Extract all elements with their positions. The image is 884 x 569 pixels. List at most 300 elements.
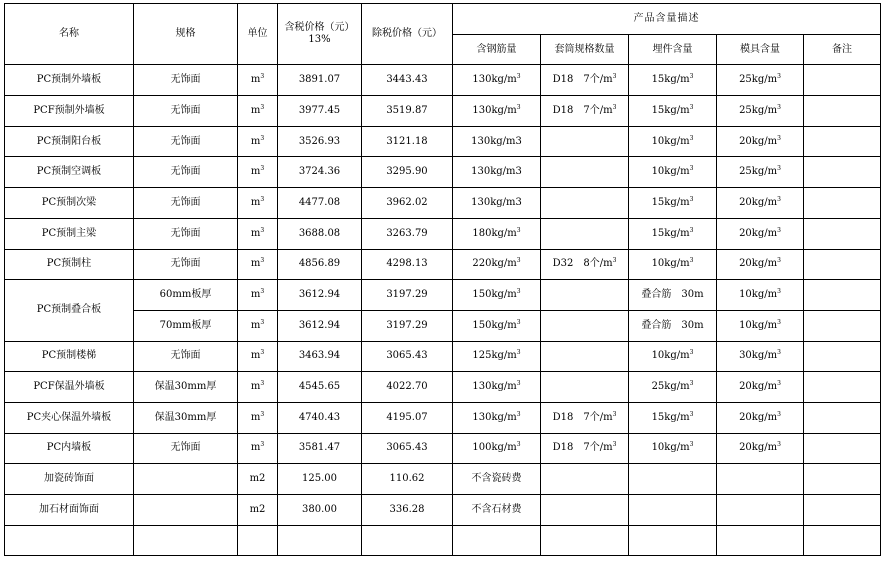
cell-embed-text: 25kg/m	[651, 381, 690, 393]
cell-steel-text: 100kg/m	[472, 442, 517, 454]
cell-embed	[629, 96, 717, 127]
cell-spec	[134, 126, 238, 157]
cell-remark	[804, 402, 881, 433]
cell-price-notax-text: 3121.18	[386, 135, 428, 147]
cell-embed-superscript: 3	[689, 195, 694, 203]
cell-mold-text: 25kg/m	[739, 104, 778, 116]
cell-unit-text: m	[250, 227, 261, 239]
cell-steel-text: 130kg/m3	[471, 196, 522, 208]
price-table	[4, 3, 881, 556]
cell-unit	[238, 341, 278, 372]
cell-mold-superscript: 3	[777, 410, 781, 418]
table-row	[5, 157, 881, 188]
cell-steel-text: 不含瓷砖费	[471, 473, 522, 485]
cell-steel	[453, 495, 541, 526]
cell-spec	[134, 249, 238, 280]
cell-empty	[134, 525, 238, 556]
cell-sleeve	[541, 464, 629, 495]
cell-mold	[717, 372, 804, 403]
cell-price-notax-text: 4298.13	[386, 258, 428, 270]
cell-unit-text: m	[250, 442, 261, 454]
cell-steel-text: 220kg/m	[472, 258, 517, 270]
header-row-1	[5, 4, 881, 35]
cell-price-notax	[362, 464, 453, 495]
cell-unit	[238, 372, 278, 403]
cell-name	[5, 433, 134, 464]
table-row	[5, 65, 881, 96]
cell-name	[5, 372, 134, 403]
cell-sleeve-size: D18	[552, 442, 574, 454]
table-row	[5, 402, 881, 433]
cell-price-tax-text: 4740.43	[298, 411, 341, 423]
cell-price-notax-text: 4195.07	[386, 411, 428, 423]
table-row	[5, 372, 881, 403]
cell-unit-text: m2	[249, 473, 266, 485]
cell-empty	[453, 525, 541, 556]
cell-steel	[453, 402, 541, 433]
cell-remark	[804, 495, 881, 526]
cell-empty	[5, 525, 134, 556]
cell-sleeve	[541, 402, 629, 433]
cell-unit	[238, 65, 278, 96]
cell-embed-text: 叠合筋 30m	[641, 319, 704, 331]
cell-spec	[134, 218, 238, 249]
header-name: 名称	[5, 4, 134, 65]
cell-price-notax	[362, 495, 453, 526]
cell-steel-superscript: 3	[516, 73, 521, 81]
cell-mold-text: 20kg/m	[739, 442, 778, 454]
cell-remark	[804, 280, 881, 311]
cell-embed	[629, 372, 717, 403]
cell-remark	[804, 310, 881, 341]
cell-sleeve	[541, 96, 629, 127]
cell-price-notax	[362, 96, 453, 127]
cell-price-notax-text: 3197.29	[386, 319, 428, 331]
cell-spec	[134, 157, 238, 188]
cell-unit-text: m	[250, 74, 261, 86]
cell-price-notax-text: 3962.02	[386, 196, 428, 208]
cell-sleeve	[541, 218, 629, 249]
cell-mold-text: 20kg/m	[739, 196, 778, 208]
cell-embed	[629, 402, 717, 433]
cell-price-tax	[278, 218, 362, 249]
cell-mold-text: 20kg/m	[739, 135, 778, 147]
cell-name-text: PC预制空调板	[36, 166, 102, 178]
cell-price-notax-text: 3197.29	[386, 289, 428, 301]
cell-unit-superscript: 3	[260, 195, 265, 203]
cell-mold-superscript: 3	[777, 441, 781, 449]
cell-sleeve-size: D18	[552, 74, 574, 86]
cell-sleeve-qty: 8个/m	[583, 258, 613, 270]
cell-mold-text: 20kg/m	[739, 227, 778, 239]
cell-price-notax	[362, 402, 453, 433]
cell-name	[5, 157, 134, 188]
cell-mold-text: 30kg/m	[739, 350, 778, 362]
cell-price-tax-text: 3612.94	[298, 289, 341, 301]
cell-unit-text: m	[250, 411, 261, 423]
cell-remark	[804, 249, 881, 280]
cell-embed-superscript: 3	[689, 103, 694, 111]
cell-steel-superscript: 3	[516, 380, 521, 388]
cell-mold-text: 10kg/m	[739, 319, 778, 331]
cell-steel-superscript: 3	[516, 410, 521, 418]
cell-embed	[629, 65, 717, 96]
cell-name-text: PCF预制外墙板	[33, 104, 105, 116]
cell-price-tax	[278, 96, 362, 127]
cell-steel	[453, 96, 541, 127]
cell-price-notax-text: 3443.43	[386, 74, 428, 86]
cell-name	[5, 218, 134, 249]
cell-price-notax	[362, 433, 453, 464]
cell-sleeve	[541, 188, 629, 219]
cell-mold-superscript: 3	[777, 165, 781, 173]
cell-spec	[134, 402, 238, 433]
cell-steel-superscript: 3	[516, 103, 521, 111]
cell-unit	[238, 218, 278, 249]
cell-sleeve-superscript: 3	[612, 257, 617, 265]
cell-empty	[717, 525, 804, 556]
cell-mold	[717, 126, 804, 157]
cell-unit-text: m	[250, 350, 261, 362]
cell-embed-text: 10kg/m	[651, 350, 690, 362]
cell-name	[5, 464, 134, 495]
cell-price-notax	[362, 280, 453, 311]
cell-price-tax-text: 4856.89	[298, 258, 341, 270]
header-mold: 模具含量	[717, 34, 804, 65]
cell-price-notax	[362, 157, 453, 188]
cell-steel-text: 130kg/m	[472, 74, 517, 86]
cell-unit-superscript: 3	[260, 441, 265, 449]
cell-mold	[717, 280, 804, 311]
cell-remark	[804, 65, 881, 96]
cell-unit-superscript: 3	[260, 165, 265, 173]
cell-price-tax	[278, 249, 362, 280]
cell-steel-superscript: 3	[516, 226, 521, 234]
cell-unit	[238, 402, 278, 433]
cell-mold	[717, 341, 804, 372]
cell-embed	[629, 126, 717, 157]
cell-price-tax-text: 3724.36	[298, 166, 341, 178]
cell-embed-superscript: 3	[689, 165, 694, 173]
cell-spec-text: 70mm板厚	[159, 319, 212, 331]
cell-embed-text: 10kg/m	[651, 258, 690, 270]
cell-price-tax-text: 3612.94	[298, 319, 341, 331]
cell-price-notax	[362, 188, 453, 219]
header-unit: 单位	[238, 4, 278, 65]
cell-steel-superscript: 3	[516, 288, 521, 296]
cell-sleeve-size: D18	[552, 411, 574, 423]
cell-sleeve	[541, 341, 629, 372]
cell-empty	[362, 525, 453, 556]
cell-spec-text: 无饰面	[170, 350, 201, 362]
cell-spec	[134, 372, 238, 403]
cell-steel-text: 不含石材费	[471, 503, 522, 515]
cell-embed	[629, 188, 717, 219]
cell-embed-text: 10kg/m	[651, 166, 690, 178]
cell-price-notax	[362, 218, 453, 249]
cell-remark	[804, 218, 881, 249]
cell-unit-superscript: 3	[260, 288, 265, 296]
cell-sleeve	[541, 280, 629, 311]
cell-unit	[238, 157, 278, 188]
header-desc-title: 产品含量描述	[453, 4, 881, 35]
cell-sleeve	[541, 157, 629, 188]
cell-steel	[453, 341, 541, 372]
header-remark: 备注	[804, 34, 881, 65]
cell-mold-superscript: 3	[777, 380, 781, 388]
cell-mold	[717, 157, 804, 188]
cell-mold-text: 20kg/m	[739, 411, 778, 423]
cell-spec	[134, 341, 238, 372]
cell-price-tax-text: 3581.47	[298, 442, 341, 454]
header-steel: 含钢筋量	[453, 34, 541, 65]
cell-remark	[804, 372, 881, 403]
cell-spec	[134, 188, 238, 219]
cell-embed-text: 10kg/m	[651, 442, 690, 454]
cell-price-notax	[362, 341, 453, 372]
cell-spec-text: 无饰面	[170, 74, 201, 86]
table-row	[5, 495, 881, 526]
cell-spec-text: 无饰面	[170, 258, 201, 270]
table-row	[5, 310, 881, 341]
cell-embed-superscript: 3	[689, 73, 694, 81]
cell-sleeve	[541, 249, 629, 280]
cell-unit-text: m	[250, 135, 261, 147]
cell-name	[5, 249, 134, 280]
table-row	[5, 188, 881, 219]
cell-mold-text: 10kg/m	[739, 289, 778, 301]
cell-embed-text: 叠合筋 30m	[641, 289, 704, 301]
cell-name-text: 加石材面饰面	[39, 503, 99, 515]
cell-embed-superscript: 3	[689, 410, 694, 418]
header-spec: 规格	[134, 4, 238, 65]
cell-spec	[134, 65, 238, 96]
cell-sleeve	[541, 126, 629, 157]
cell-price-notax	[362, 372, 453, 403]
cell-price-notax-text: 3065.43	[386, 442, 428, 454]
cell-unit-superscript: 3	[260, 257, 265, 265]
cell-price-tax	[278, 310, 362, 341]
cell-mold-text: 25kg/m	[739, 74, 778, 86]
cell-steel-superscript: 3	[516, 441, 521, 449]
cell-name	[5, 341, 134, 372]
cell-embed	[629, 310, 717, 341]
cell-steel-text: 150kg/m	[472, 319, 517, 331]
cell-sleeve-size: D18	[552, 104, 574, 116]
cell-sleeve-qty: 7个/m	[583, 74, 613, 86]
cell-unit	[238, 280, 278, 311]
cell-sleeve-size: D32	[552, 258, 574, 270]
cell-steel-text: 125kg/m	[472, 350, 517, 362]
cell-mold	[717, 65, 804, 96]
cell-empty	[629, 525, 717, 556]
header-sleeve: 套筒规格数量	[541, 34, 629, 65]
cell-mold-superscript: 3	[777, 318, 781, 326]
header-price-tax-line2: 13%	[308, 34, 331, 46]
cell-mold	[717, 188, 804, 219]
cell-price-notax-text: 3065.43	[386, 350, 428, 362]
cell-name-text: PC预制阳台板	[36, 135, 102, 147]
cell-sleeve	[541, 65, 629, 96]
cell-embed	[629, 341, 717, 372]
cell-mold	[717, 96, 804, 127]
cell-embed-superscript: 3	[689, 441, 694, 449]
cell-spec-text: 无饰面	[170, 135, 201, 147]
cell-embed-text: 10kg/m	[651, 135, 690, 147]
cell-embed	[629, 218, 717, 249]
cell-mold	[717, 495, 804, 526]
cell-name-text: PC预制柱	[46, 258, 92, 270]
cell-mold-text: 20kg/m	[739, 258, 778, 270]
cell-remark	[804, 433, 881, 464]
cell-unit-text: m	[250, 166, 261, 178]
cell-steel-text: 130kg/m3	[471, 166, 522, 178]
header-price-notax: 除税价格（元）	[362, 4, 453, 65]
cell-mold-text: 25kg/m	[739, 166, 778, 178]
cell-spec	[134, 495, 238, 526]
cell-embed	[629, 157, 717, 188]
cell-spec-text: 无饰面	[170, 166, 201, 178]
cell-price-tax-text: 125.00	[302, 473, 337, 485]
cell-sleeve-superscript: 3	[612, 73, 617, 81]
cell-mold-superscript: 3	[777, 73, 781, 81]
cell-embed-text: 15kg/m	[651, 227, 690, 239]
cell-sleeve	[541, 495, 629, 526]
cell-steel	[453, 218, 541, 249]
cell-sleeve-qty: 7个/m	[583, 411, 613, 423]
cell-embed-text: 15kg/m	[651, 104, 690, 116]
cell-price-tax	[278, 402, 362, 433]
cell-empty	[804, 525, 881, 556]
cell-empty	[278, 525, 362, 556]
cell-unit	[238, 464, 278, 495]
cell-name	[5, 126, 134, 157]
header-embed: 埋件含量	[629, 34, 717, 65]
cell-mold-superscript: 3	[777, 195, 781, 203]
cell-spec	[134, 464, 238, 495]
cell-price-notax-text: 3295.90	[386, 166, 428, 178]
cell-spec-text: 保温30mm厚	[154, 381, 217, 393]
cell-unit-text: m	[250, 381, 261, 393]
cell-name	[5, 280, 134, 341]
cell-price-notax-text: 4022.70	[386, 381, 428, 393]
cell-price-notax	[362, 310, 453, 341]
cell-steel-superscript: 3	[516, 257, 521, 265]
cell-name-text: PC预制叠合板	[36, 304, 102, 316]
cell-spec-text: 60mm板厚	[159, 289, 212, 301]
cell-steel	[453, 464, 541, 495]
cell-steel-text: 130kg/m	[472, 104, 517, 116]
cell-mold-superscript: 3	[777, 257, 781, 265]
cell-steel	[453, 280, 541, 311]
cell-unit-superscript: 3	[260, 380, 265, 388]
table-row	[5, 249, 881, 280]
cell-steel-text: 130kg/m	[472, 411, 517, 423]
cell-embed	[629, 464, 717, 495]
cell-price-tax-text: 3526.93	[298, 135, 341, 147]
cell-price-tax	[278, 65, 362, 96]
cell-unit	[238, 495, 278, 526]
cell-unit	[238, 310, 278, 341]
cell-price-notax-text: 336.28	[389, 503, 425, 515]
cell-name	[5, 65, 134, 96]
cell-mold	[717, 249, 804, 280]
cell-unit-superscript: 3	[260, 103, 265, 111]
cell-sleeve	[541, 310, 629, 341]
cell-mold-superscript: 3	[777, 288, 781, 296]
cell-mold-superscript: 3	[777, 226, 781, 234]
cell-unit-text: m	[250, 289, 261, 301]
cell-price-tax	[278, 433, 362, 464]
cell-steel-text: 150kg/m	[472, 289, 517, 301]
cell-embed-superscript: 3	[689, 257, 694, 265]
table-row-empty	[5, 525, 881, 556]
cell-unit	[238, 433, 278, 464]
cell-remark	[804, 126, 881, 157]
cell-unit-text: m	[250, 258, 261, 270]
cell-name	[5, 402, 134, 433]
cell-steel-superscript: 3	[516, 318, 521, 326]
cell-price-tax-text: 3463.94	[298, 350, 341, 362]
cell-spec	[134, 280, 238, 311]
header-price-tax	[278, 4, 362, 65]
cell-steel-superscript: 3	[516, 349, 521, 357]
cell-unit-superscript: 3	[260, 318, 265, 326]
cell-remark	[804, 188, 881, 219]
cell-sleeve	[541, 372, 629, 403]
cell-sleeve-qty: 7个/m	[583, 442, 613, 454]
cell-sleeve-superscript: 3	[612, 410, 617, 418]
cell-spec-text: 保温30mm厚	[154, 411, 217, 423]
table-row	[5, 433, 881, 464]
table-row	[5, 218, 881, 249]
cell-mold-superscript: 3	[777, 134, 781, 142]
cell-price-tax-text: 3688.08	[298, 227, 341, 239]
cell-mold-superscript: 3	[777, 349, 781, 357]
cell-embed	[629, 280, 717, 311]
cell-steel	[453, 65, 541, 96]
cell-steel	[453, 249, 541, 280]
cell-name-text: PC夹心保温外墙板	[26, 411, 112, 423]
cell-price-notax-text: 110.62	[389, 473, 425, 485]
cell-price-tax	[278, 341, 362, 372]
cell-price-tax-text: 380.00	[302, 503, 337, 515]
cell-mold	[717, 433, 804, 464]
cell-price-tax	[278, 495, 362, 526]
cell-unit-superscript: 3	[260, 73, 265, 81]
cell-embed	[629, 249, 717, 280]
cell-empty	[238, 525, 278, 556]
table-row	[5, 341, 881, 372]
cell-embed-text: 15kg/m	[651, 74, 690, 86]
cell-spec	[134, 310, 238, 341]
cell-mold-text: 20kg/m	[739, 381, 778, 393]
cell-embed-superscript: 3	[689, 134, 694, 142]
cell-price-tax	[278, 464, 362, 495]
cell-spec-text: 无饰面	[170, 442, 201, 454]
cell-price-notax-text: 3519.87	[386, 104, 428, 116]
cell-remark	[804, 341, 881, 372]
cell-name	[5, 188, 134, 219]
cell-mold	[717, 310, 804, 341]
cell-spec	[134, 433, 238, 464]
cell-mold	[717, 218, 804, 249]
cell-name-text: PC预制主梁	[41, 227, 97, 239]
table-row	[5, 126, 881, 157]
cell-spec-text: 无饰面	[170, 104, 201, 116]
header-price-tax-line1: 含税价格（元）	[284, 22, 355, 34]
cell-price-tax	[278, 157, 362, 188]
